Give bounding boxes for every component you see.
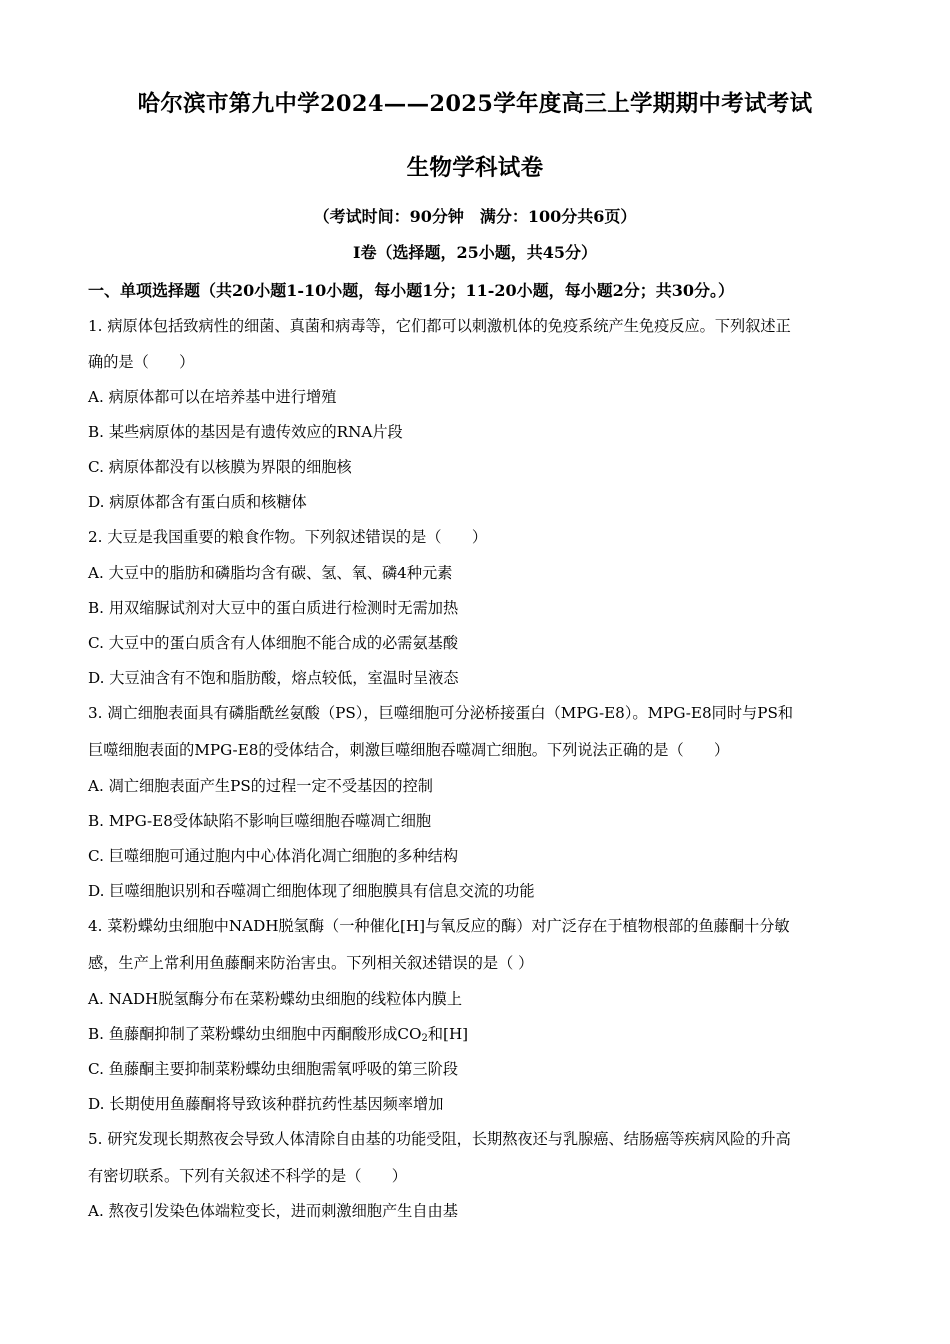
question-2-option-b: B. 用双缩脲试剂对大豆中的蛋白质进行检测时无需加热	[88, 599, 459, 617]
exam-info: （考试时间：90分钟 满分：100分共6页）	[313, 207, 637, 226]
question-2-option-a: A. 大豆中的脂肪和磷脂均含有碳、氢、氧、磷4种元素	[88, 564, 453, 582]
question-5-stem-line1: 5. 研究发现长期熬夜会导致人体清除自由基的功能受阻，长期熬夜还与乳腺癌、结肠癌等疾病风险的升高	[88, 1130, 791, 1148]
part-title: Ⅰ卷（选择题，25小题，共45分）	[352, 243, 598, 262]
question-3-option-d: D. 巨噬细胞识别和吞噬凋亡细胞体现了细胞膜具有信息交流的功能	[88, 882, 535, 900]
question-1-option-b: B. 某些病原体的基因是有遗传效应的RNA片段	[88, 423, 403, 441]
question-5-stem-line2: 有密切联系。下列有关叙述不科学的是（ ）	[88, 1167, 407, 1185]
section-heading: 一、单项选择题（共20小题1-10小题，每小题1分；11-20小题，每小题2分；共30分。）	[88, 281, 735, 300]
question-2-option-d: D. 大豆油含有不饱和脂肪酸，熔点较低，室温时呈液态	[88, 669, 459, 687]
question-2-option-c: C. 大豆中的蛋白质含有人体细胞不能合成的必需氨基酸	[88, 634, 459, 652]
question-2-stem: 2. 大豆是我国重要的粮食作物。下列叙述错误的是（ ）	[88, 528, 488, 546]
question-5-option-a: A. 熬夜引发染色体端粒变长，进而刺激细胞产生自由基	[88, 1202, 458, 1220]
question-1-option-d: D. 病原体都含有蛋白质和核糖体	[88, 493, 307, 511]
exam-title-line2: 生物学科试卷	[406, 155, 544, 181]
question-3-stem-line2: 巨噬细胞表面的MPG-E8的受体结合，刺激巨噬细胞吞噬凋亡细胞。下列说法正确的是（ ）	[88, 741, 730, 759]
question-3-option-c: C. 巨噬细胞可通过胞内中心体消化凋亡细胞的多种结构	[88, 847, 459, 865]
co2-subscript: 2	[421, 1033, 428, 1044]
question-1-stem-line2: 确的是（ ）	[88, 353, 195, 371]
question-4-option-b-tail: 和[H]	[427, 1025, 469, 1043]
question-3-option-b: B. MPG-E8受体缺陷不影响巨噬细胞吞噬凋亡细胞	[88, 812, 432, 830]
question-4-option-b	[88, 1024, 468, 1049]
question-4-option-a: A. NADH脱氢酶分布在菜粉蝶幼虫细胞的线粒体内膜上	[88, 990, 463, 1008]
question-4-option-c: C. 鱼藤酮主要抑制菜粉蝶幼虫细胞需氧呼吸的第三阶段	[88, 1060, 459, 1078]
question-4-option-d: D. 长期使用鱼藤酮将导致该种群抗药性基因频率增加	[88, 1095, 444, 1113]
question-1-option-c: C. 病原体都没有以核膜为界限的细胞核	[88, 458, 352, 476]
question-3-stem-line1: 3. 凋亡细胞表面具有磷脂酰丝氨酸（PS），巨噬细胞可分泌桥接蛋白（MPG-E8）。MPG-E8同时与PS和	[88, 704, 794, 722]
question-4-stem-line1: 4. 菜粉蝶幼虫细胞中NADH脱氢酶（一种催化[H]与氧反应的酶）对广泛存在于植物根部的鱼藤酮十分敏	[88, 917, 790, 935]
question-1-option-a: A. 病原体都可以在培养基中进行增殖	[88, 388, 337, 406]
question-4-stem-line2: 感，生产上常利用鱼藤酮来防治害虫。下列相关叙述错误的是（ ）	[88, 954, 534, 972]
question-1-stem-line1: 1. 病原体包括致病性的细菌、真菌和病毒等，它们都可以刺激机体的免疫系统产生免疫反应。下列叙述正	[88, 317, 791, 335]
question-4-option-b-text: B. 鱼藤酮抑制了菜粉蝶幼虫细胞中丙酮酸形成CO	[88, 1025, 422, 1043]
exam-title-line1: 哈尔滨市第九中学2024——2025学年度高三上学期期中考试考试	[137, 91, 813, 117]
question-3-option-a: A. 凋亡细胞表面产生PS的过程一定不受基因的控制	[88, 777, 433, 795]
